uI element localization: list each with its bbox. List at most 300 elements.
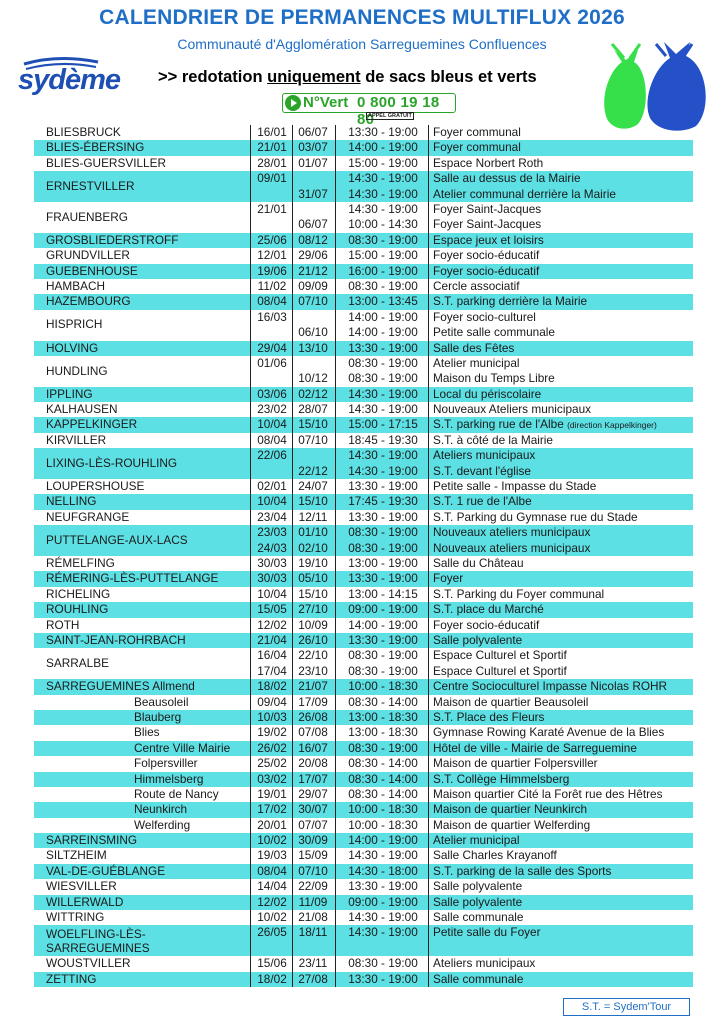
table-row [34, 725, 693, 740]
date-1 [252, 310, 292, 325]
hours [339, 848, 427, 863]
place-text: Espace Culturel et Sportif [433, 648, 567, 663]
free-phone-number[interactable] [282, 93, 456, 128]
date-2 [293, 571, 333, 586]
table-row [34, 556, 693, 571]
commune-name: RÉMERING-LÈS-PUTTELANGE [46, 571, 219, 586]
date-1-text: 11/02 [257, 278, 287, 293]
column-divider [428, 294, 429, 309]
place [433, 387, 541, 402]
commune-name: BLIESBRUCK [46, 125, 121, 139]
hours [339, 772, 427, 787]
column-divider [335, 741, 336, 756]
commune-name: VAL-DE-GUÉBLANGE [46, 863, 166, 878]
place-text: S.T. parking de la salle des Sports [433, 863, 612, 878]
place-text: Foyer socio-éducatif [433, 248, 540, 263]
column-divider [428, 618, 429, 633]
column-divider [428, 833, 429, 848]
place-text: Maison de quartier Folpersviller [433, 756, 598, 771]
commune-name: Welferding [134, 817, 191, 832]
column-divider [428, 695, 429, 710]
date-2-text: 07/10 [298, 432, 328, 447]
hours [339, 695, 427, 710]
table-row [34, 294, 693, 309]
hours-text: 08:30 - 19:00 [348, 648, 418, 663]
date-2-text: 15/10 [298, 494, 328, 509]
date-1 [252, 202, 292, 217]
date-2 [293, 756, 333, 771]
date-1 [252, 140, 292, 155]
date-1 [252, 848, 292, 863]
column-divider [250, 494, 251, 509]
date-2 [293, 695, 333, 710]
commune-name: GUEBENHOUSE [46, 263, 138, 278]
column-divider [428, 433, 429, 448]
column-divider [335, 556, 336, 571]
column-divider [335, 233, 336, 248]
date-1-text: 24/03 [257, 540, 287, 555]
hours-text: 14:30 - 19:00 [348, 402, 418, 417]
date-1 [252, 402, 292, 417]
place-text: Nouveaux ateliers municipaux [433, 525, 591, 540]
date-2 [293, 864, 333, 879]
place [433, 171, 581, 186]
hours [339, 879, 427, 894]
date-2-text: 02/10 [298, 540, 328, 555]
hours-text: 14:30 - 19:00 [348, 448, 418, 463]
column-divider [250, 248, 251, 263]
commune-name: PUTTELANGE-AUX-LACS [46, 532, 188, 547]
place [433, 310, 536, 325]
hours-text: 08:30 - 19:00 [348, 663, 418, 678]
date-1-text: 16/01 [257, 125, 287, 139]
date-2-text: 11/09 [298, 894, 328, 909]
hours-text: 13:30 - 19:00 [348, 340, 418, 355]
date-1-text: 01/06 [257, 355, 287, 370]
column-divider [250, 202, 251, 233]
hours-text: 13:30 - 19:00 [348, 479, 418, 494]
column-divider [335, 972, 336, 987]
date-2 [293, 279, 333, 294]
date-2-text: 19/10 [298, 556, 328, 571]
place-text: S.T. parking rue de l'Albe [433, 417, 564, 432]
date-2-text: 16/07 [298, 740, 328, 755]
table-row [34, 433, 693, 448]
date-2-text: 09/09 [298, 278, 328, 293]
hours [339, 402, 427, 417]
phone-note: APPEL GRATUIT [368, 113, 412, 119]
date-2-text: 31/07 [298, 186, 328, 201]
column-divider [335, 864, 336, 879]
date-2 [293, 679, 333, 694]
commune-name: LOUPERSHOUSE [46, 479, 145, 494]
place-text: Hôtel de ville - Mairie de Sarreguemine [433, 740, 637, 755]
place-text: Nouveaux ateliers municipaux [433, 540, 591, 555]
column-divider [428, 802, 429, 817]
place-text: Salle polyvalente [433, 632, 523, 647]
place-text: Maison de quartier Beausoleil [433, 694, 589, 709]
date-1-text: 12/02 [257, 894, 287, 909]
table-row [34, 633, 693, 648]
column-divider [250, 294, 251, 309]
phone-number[interactable]: 0 800 19 18 80 [357, 94, 440, 128]
place [433, 787, 662, 802]
date-2-text: 08/12 [298, 232, 328, 247]
date-2-text: 06/10 [298, 325, 328, 340]
hours [339, 756, 427, 771]
place-text: Ateliers municipaux [433, 448, 536, 463]
column-divider [428, 525, 429, 556]
date-1-text: 16/03 [257, 309, 287, 324]
date-2-text: 27/10 [298, 602, 328, 617]
date-2-text: 07/08 [298, 725, 328, 740]
date-1-text: 19/02 [257, 725, 287, 740]
hours-text: 18:45 - 19:30 [348, 432, 418, 447]
commune-name: ROUHLING [46, 602, 109, 617]
column-divider [335, 895, 336, 910]
table-row [34, 756, 693, 771]
date-2 [293, 972, 333, 987]
place-text: Salle communale [433, 910, 524, 925]
commune-name: Folpersviller [134, 756, 198, 771]
hours [339, 310, 427, 325]
place [433, 618, 539, 633]
place [433, 202, 541, 217]
table-row [34, 848, 693, 863]
table-row [34, 494, 693, 509]
place-text: Gymnase Rowing Karaté Avenue de la Blies [433, 725, 665, 740]
date-2 [293, 664, 333, 679]
column-divider [428, 233, 429, 248]
place [433, 217, 541, 232]
date-2-text: 07/10 [298, 863, 328, 878]
commune-name: BLIES-ÉBERSING [46, 140, 145, 155]
column-divider [250, 125, 251, 140]
hours-text: 14:30 - 18:00 [348, 863, 418, 878]
date-1-text: 25/02 [257, 756, 287, 771]
table-row [34, 602, 693, 617]
sydeme-logo [18, 56, 138, 96]
table-row [34, 356, 693, 387]
column-divider [335, 695, 336, 710]
hours [339, 494, 427, 509]
hours [339, 802, 427, 817]
place [433, 371, 555, 386]
column-divider [250, 972, 251, 987]
hours-text: 13:00 - 13:45 [348, 294, 418, 309]
column-divider [335, 264, 336, 279]
column-divider [250, 879, 251, 894]
place [433, 279, 520, 294]
date-2-text: 10/09 [298, 617, 328, 632]
date-2-text: 21/07 [298, 679, 328, 694]
date-1-text: 09/04 [257, 694, 287, 709]
place [433, 479, 596, 494]
place-text: Salle polyvalente [433, 894, 523, 909]
commune-name: KALHAUSEN [46, 402, 118, 417]
table-row [34, 864, 693, 879]
place-text: S.T. 1 rue de l'Albe [433, 494, 532, 509]
column-divider [428, 171, 429, 202]
date-1 [252, 433, 292, 448]
hours-text: 08:30 - 19:00 [348, 371, 418, 386]
date-1-text: 10/02 [257, 910, 287, 925]
column-divider [250, 802, 251, 817]
commune-name: LIXING-LÈS-ROUHLING [46, 455, 178, 470]
date-2 [293, 187, 333, 202]
place-text: Foyer socio-éducatif [433, 263, 540, 278]
date-1 [252, 633, 292, 648]
hours [339, 664, 427, 679]
date-1-text: 16/04 [257, 648, 287, 663]
place [433, 895, 522, 910]
date-1 [252, 879, 292, 894]
hours [339, 725, 427, 740]
hours [339, 248, 427, 263]
hours [339, 741, 427, 756]
column-divider [428, 417, 429, 432]
place [433, 417, 657, 433]
date-1 [252, 279, 292, 294]
hours [339, 202, 427, 217]
date-1-text: 08/04 [257, 432, 287, 447]
date-2-text: 28/07 [298, 402, 328, 417]
place-text: Salle au dessus de la Mairie [433, 171, 581, 186]
table-row [34, 156, 693, 171]
column-divider [428, 448, 429, 479]
date-1 [252, 387, 292, 402]
headline-pre: >> redotation [158, 68, 268, 86]
column-divider [428, 310, 429, 341]
commune-name: HOLVING [46, 340, 99, 355]
hours [339, 818, 427, 833]
column-divider [335, 125, 336, 140]
place [433, 402, 591, 417]
column-divider [250, 910, 251, 925]
hours-text: 13:30 - 19:00 [348, 632, 418, 647]
table-row [34, 202, 693, 233]
date-2 [293, 879, 333, 894]
column-divider [428, 125, 429, 140]
date-2-text: 22/09 [298, 879, 328, 894]
commune-name: ERNESTVILLER [46, 178, 135, 193]
date-2-text: 21/12 [298, 263, 328, 278]
column-divider [428, 956, 429, 971]
date-1-text: 25/06 [257, 232, 287, 247]
place-text: Atelier municipal [433, 833, 520, 848]
play-icon [285, 95, 301, 111]
commune-name: Blauberg [134, 709, 182, 724]
hours [339, 833, 427, 848]
date-2 [293, 848, 333, 863]
place [433, 925, 541, 940]
place-text: Maison de quartier Welferding [433, 817, 591, 832]
column-divider [250, 756, 251, 771]
date-1 [252, 695, 292, 710]
column-divider [428, 402, 429, 417]
date-1 [252, 233, 292, 248]
place [433, 125, 521, 140]
commune-name: KAPPELKINGER [46, 417, 138, 432]
date-2-text: 15/10 [298, 586, 328, 601]
place [433, 664, 567, 679]
hours [339, 294, 427, 309]
date-2-text: 20/08 [298, 756, 328, 771]
commune-name: ZETTING [46, 971, 97, 986]
column-divider [250, 156, 251, 171]
date-1-text: 20/01 [257, 817, 287, 832]
commune-name: HAZEMBOURG [46, 294, 131, 309]
column-divider [250, 140, 251, 155]
table-row [34, 679, 693, 694]
hours-text: 13:30 - 19:00 [348, 571, 418, 586]
hours [339, 125, 427, 140]
place [433, 325, 555, 340]
column-divider [250, 341, 251, 356]
place-text: S.T. Place des Fleurs [433, 709, 545, 724]
hours-text: 08:30 - 14:00 [348, 756, 418, 771]
place [433, 741, 637, 756]
hours-text: 13:00 - 18:30 [348, 725, 418, 740]
date-2 [293, 417, 333, 432]
column-divider [335, 571, 336, 586]
hours-text: 13:30 - 19:00 [348, 879, 418, 894]
column-divider [250, 310, 251, 341]
hours [339, 479, 427, 494]
headline-post: de sacs bleus et verts [360, 68, 537, 86]
date-1 [252, 956, 292, 971]
date-1-text: 03/06 [257, 386, 287, 401]
phone-label: N°Vert [303, 94, 349, 111]
column-divider [428, 879, 429, 894]
date-1-text: 19/03 [257, 848, 287, 863]
hours [339, 417, 427, 432]
table-row [34, 448, 693, 479]
column-divider [428, 510, 429, 525]
column-divider [335, 679, 336, 694]
column-divider [335, 633, 336, 648]
date-1-text: 12/02 [257, 617, 287, 632]
place [433, 248, 539, 263]
commune-name: SARREINSMING [46, 833, 138, 848]
place-text: Salle communale [433, 971, 524, 986]
date-2-text: 01/10 [298, 525, 328, 540]
date-1 [252, 510, 292, 525]
commune-name: FRAUENBERG [46, 209, 128, 224]
place-text: S.T. Parking du Gymnase rue du Stade [433, 509, 638, 524]
column-divider [428, 264, 429, 279]
column-divider [428, 648, 429, 679]
date-2 [293, 217, 333, 232]
hours [339, 787, 427, 802]
page-title: CALENDRIER DE PERMANENCES MULTIFLUX 2026 [99, 6, 625, 29]
table-row [34, 648, 693, 679]
date-1 [252, 571, 292, 586]
date-2-text: 17/09 [298, 694, 328, 709]
table-row [34, 248, 693, 263]
hours [339, 433, 427, 448]
hours-text: 14:00 - 19:00 [348, 833, 418, 848]
place-text: Espace Norbert Roth [433, 155, 544, 170]
place-text: S.T. parking derrière la Mairie [433, 294, 588, 309]
column-divider [428, 248, 429, 263]
place [433, 525, 590, 540]
place [433, 448, 535, 463]
date-2 [293, 294, 333, 309]
hours [339, 171, 427, 186]
place-text: Maison quartier Cité la Forêt rue des Hêtres [433, 786, 663, 801]
place [433, 156, 543, 171]
column-divider [250, 556, 251, 571]
place-text: Petite salle communale [433, 325, 555, 340]
hours-text: 14:30 - 19:00 [348, 201, 418, 216]
place-text: Salle du Château [433, 556, 524, 571]
place [433, 772, 569, 787]
place-text: Foyer socio-éducatif [433, 617, 540, 632]
place [433, 556, 524, 571]
hours [339, 525, 427, 540]
date-2-text: 06/07 [298, 217, 328, 232]
column-divider [250, 725, 251, 740]
commune-name: Centre Ville Mairie [134, 740, 231, 755]
date-2 [293, 140, 333, 155]
place [433, 818, 590, 833]
place-text: Local du périscolaire [433, 386, 542, 401]
column-divider [428, 556, 429, 571]
date-2-text: 26/10 [298, 632, 328, 647]
hours-text: 16:00 - 19:00 [348, 263, 418, 278]
column-divider [335, 202, 336, 233]
date-1 [252, 725, 292, 740]
place [433, 956, 535, 971]
column-divider [335, 756, 336, 771]
date-2 [293, 910, 333, 925]
date-1 [252, 525, 292, 540]
table-row [34, 956, 693, 971]
column-divider [428, 140, 429, 155]
bags-icon [604, 40, 716, 132]
place [433, 848, 557, 863]
place-text: Foyer socio-culturel [433, 309, 536, 324]
date-1 [252, 833, 292, 848]
commune-name: WOUSTVILLER [46, 956, 131, 971]
table-row [34, 171, 693, 202]
date-2 [293, 710, 333, 725]
commune-name: GRUNDVILLER [46, 248, 130, 263]
column-divider [335, 587, 336, 602]
place-text: Foyer Saint-Jacques [433, 217, 542, 232]
date-2 [293, 802, 333, 817]
hours [339, 618, 427, 633]
commune-name: GROSBLIEDERSTROFF [46, 232, 179, 247]
hours [339, 602, 427, 617]
column-divider [250, 679, 251, 694]
commune-name: WOELFLING-LÈS-SARREGUEMINES [46, 926, 150, 955]
hours [339, 587, 427, 602]
date-2-text: 29/07 [298, 786, 328, 801]
date-2-text: 22/12 [298, 463, 328, 478]
date-1 [252, 541, 292, 556]
date-1-text: 19/06 [257, 263, 287, 278]
column-divider [428, 864, 429, 879]
place-text: Foyer communal [433, 125, 521, 139]
place-text: Foyer Saint-Jacques [433, 201, 542, 216]
column-divider [250, 633, 251, 648]
table-row [34, 587, 693, 602]
hours-text: 14:30 - 19:00 [348, 463, 418, 478]
column-divider [335, 433, 336, 448]
date-2-text: 07/10 [298, 294, 328, 309]
